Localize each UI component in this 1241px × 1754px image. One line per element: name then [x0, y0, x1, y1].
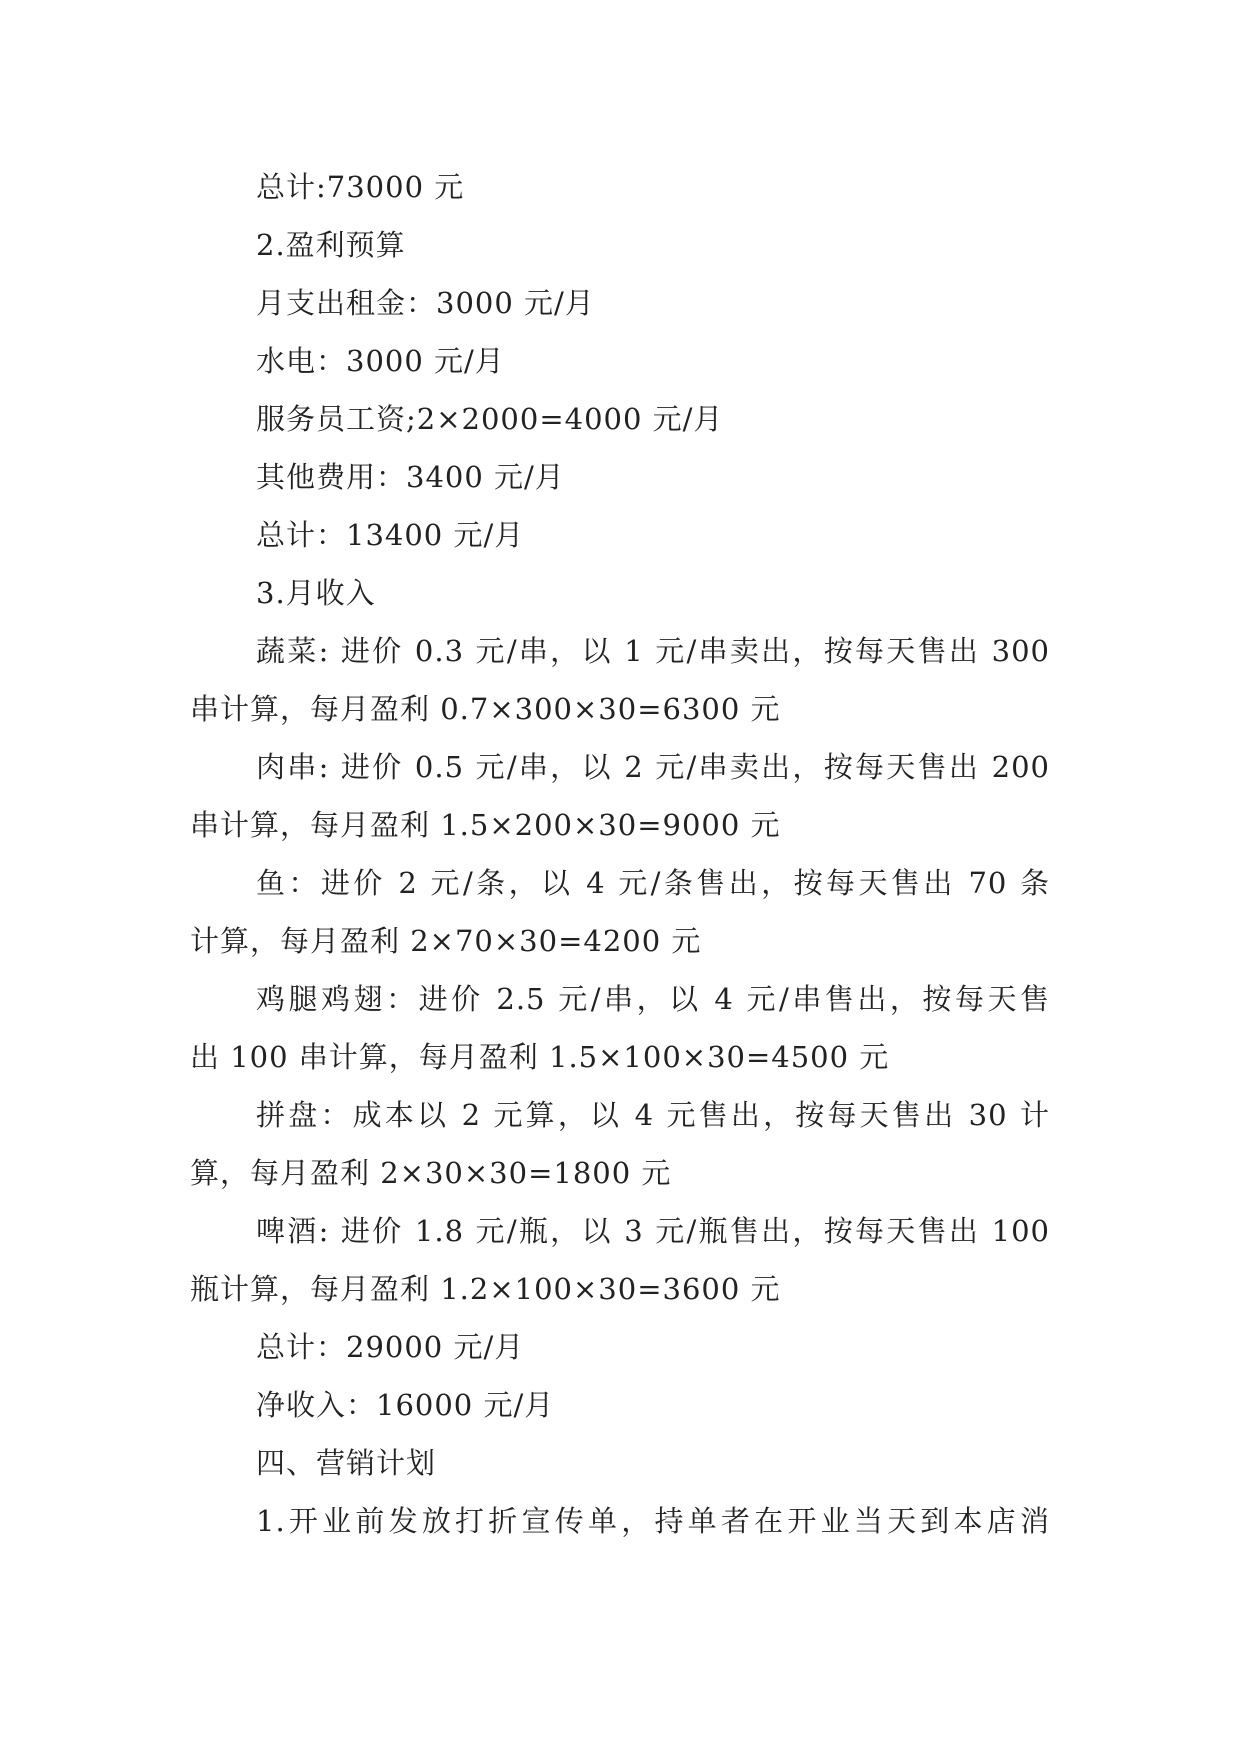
text-line: 蔬菜: 进价 0.3 元/串，以 1 元/串卖出，按每天售出 300 [256, 634, 1050, 668]
text-line: 拼盘：成本以 2 元算，以 4 元售出，按每天售出 30 计 [256, 1098, 1050, 1132]
document-body [190, 158, 1050, 1550]
section-heading: 2.盈利预算 [256, 228, 406, 262]
text-line: 总计：29000 元/月 [256, 1330, 525, 1364]
text-line: 水电：3000 元/月 [256, 344, 505, 378]
text-line: 肉串: 进价 0.5 元/串，以 2 元/串卖出，按每天售出 200 [256, 750, 1050, 784]
text-line: 鱼：进价 2 元/条，以 4 元/条售出，按每天售出 70 条 [256, 866, 1050, 900]
text-line: 其他费用：3400 元/月 [256, 460, 565, 494]
section-heading: 3.月收入 [256, 576, 376, 610]
text-line: 服务员工资;2×2000=4000 元/月 [256, 402, 724, 436]
text-line: 算，每月盈利 2×30×30=1800 元 [190, 1156, 672, 1190]
text-line: 串计算，每月盈利 0.7×300×30=6300 元 [190, 692, 781, 726]
text-line: 总计:73000 元 [256, 170, 465, 204]
text-line: 1.开业前发放打折宣传单，持单者在开业当天到本店消 [256, 1504, 1050, 1538]
section-heading: 四、营销计划 [256, 1446, 437, 1480]
text-line: 鸡腿鸡翅：进价 2.5 元/串，以 4 元/串售出，按每天售 [256, 982, 1050, 1016]
text-line: 啤酒: 进价 1.8 元/瓶，以 3 元/瓶售出，按每天售出 100 [256, 1214, 1050, 1248]
text-line: 出 100 串计算，每月盈利 1.5×100×30=4500 元 [190, 1040, 890, 1074]
text-line: 串计算，每月盈利 1.5×200×30=9000 元 [190, 808, 781, 842]
text-line: 总计：13400 元/月 [256, 518, 525, 552]
text-line: 瓶计算，每月盈利 1.2×100×30=3600 元 [190, 1272, 781, 1306]
text-line: 计算，每月盈利 2×70×30=4200 元 [190, 924, 702, 958]
text-line: 月支出租金：3000 元/月 [256, 286, 595, 320]
text-line: 净收入：16000 元/月 [256, 1388, 555, 1422]
